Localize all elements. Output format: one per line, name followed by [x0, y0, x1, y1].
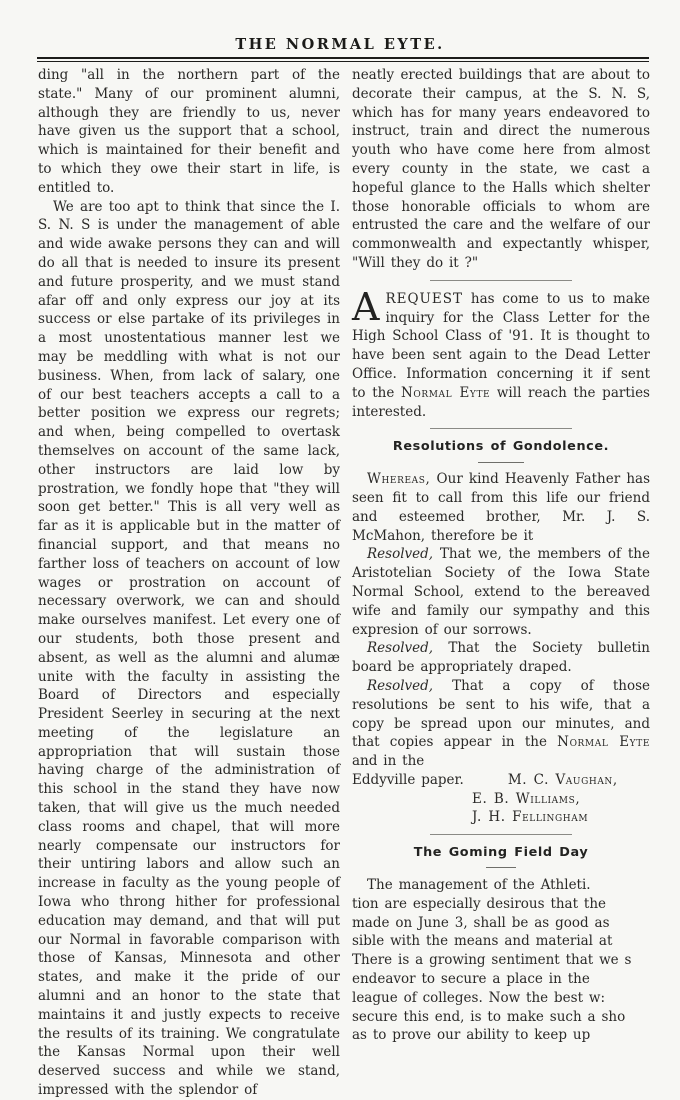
section-divider — [430, 280, 572, 281]
condolence-heading: Resolutions of Gondolence. — [392, 439, 610, 455]
resolved-paragraph-3 — [352, 677, 650, 771]
resolved-body-3-tail: and in the — [352, 753, 425, 770]
field-day-line: secure this end, is to make such a sho — [352, 1008, 626, 1025]
page-title: THE NORMAL EYTE. — [235, 36, 445, 53]
request-lead-word: REQUEST — [385, 290, 464, 307]
closing-line: Eddyville paper. — [352, 771, 464, 788]
field-day-line: made on June 3, shall be as good as — [352, 914, 610, 931]
resolved-paragraph-2 — [352, 639, 650, 677]
request-paragraph — [352, 284, 650, 422]
request-body-tail: will reach the parties interested. — [352, 384, 650, 420]
paper-name-smallcaps: Normal Eyte — [400, 384, 491, 401]
signature-name: E. B. Williams, — [472, 790, 581, 807]
resolved-label: Resolved, — [367, 640, 434, 657]
resolved-body-3: That a copy of those resolutions be sent to his wife, that a copy be spread upon our minutes, and that copies appear in the — [352, 677, 650, 751]
field-day-line: as to prove our ability to keep up — [352, 1027, 591, 1044]
whereas-body: Our kind Heavenly Father has seen fit to call from this life our friend and esteemed brother, Mr. J. S. McMahon, therefore be it — [352, 471, 650, 544]
masthead-double-rule — [37, 57, 649, 62]
closing-and-first-signature — [352, 771, 650, 790]
right-paragraph-continuation: neatly erected buildings that are about to decorate their campus, at the S. N. S, which has for many years endeavored to instruct, train and direct the numerous youth who have come here from almost every county in the state, we cast a hopeful glance to the Halls which shelter those honorable officials to whom are entrusted the care and the welfare of our commonwealth and expectantly whisper, "Will they do it ?" — [352, 67, 650, 271]
whereas-paragraph — [352, 470, 650, 545]
whereas-label: Whereas, — [367, 471, 431, 488]
field-day-line: sible with the means and material at — [352, 933, 613, 950]
drop-cap-letter: A — [352, 284, 380, 329]
resolved-label: Resolved, — [367, 677, 434, 694]
field-day-paragraph — [352, 876, 650, 1045]
signature-name: M. C. Vaughan, — [507, 771, 618, 788]
left-paragraph-editorial: We are too apt to think that since the I. S. N. S is under the management of able and wide awake persons they can and will do all that is needed to insure its present and future prosperity, and we must stand afar off and only express our joy at its success or else partake of its privileges in a most unostentatious manner lest we may be meddling with what is not our business. When, from lack of salary, one of our best teachers accepts a call to a better position we express our regrets; and when, being compelled to overtask themselves on account of the same lack, other instructors are laid low by prostration, we fondly hope that "they will soon get better." This is all very well as far as it is applicable but in the matter of financial support, and that means no farther loss of teachers on account of low wages or prostration on account of necessary overwork, we can and should make ourselves manifest. Let every one of our students, both those present and absent, as well as the alumni and alumæ unite with the faculty in assisting the Board of Directors and especially President Seerley in securing at the next meeting of the legislature an appropriation that will sustain those having charge of the administration of this school in the stand they have now taken, that will give us the much needed class rooms and chapel, that will more nearly compensate our instructors for their untiring labors and allow such an increase in faculty as the young people of Iowa who throng hither for professional education may demand, and that will put our Normal in favorable comparison with those of Kansas, Minnesota and other states, and make it the pride of our alumni and an honor to the state that maintains it and justly expects to receive the results of its training. We congratulate the Kansas Normal upon their well deserved success and while we stand, impressed with the splendor of — [38, 198, 340, 1099]
resolved-label: Resolved, — [367, 546, 434, 563]
field-day-line: There is a growing sentiment that we s — [352, 952, 632, 969]
heading-underline — [478, 462, 524, 463]
field-day-heading: The Goming Field Day — [413, 845, 589, 861]
signature-name: J. H. Fellingham — [472, 809, 589, 826]
paper-name-smallcaps: Normal Eyte — [557, 734, 650, 751]
heading-underline — [486, 867, 516, 868]
resolved-paragraph-1 — [352, 545, 650, 639]
field-day-line: endeavor to secure a place in the — [352, 971, 590, 988]
request-body: has come to us to make inquiry for the Class Letter for the High School Class of '91. It is thought to have been sent again to the Dead Letter Office. Information concerning it if sent to the — [352, 290, 650, 401]
field-day-line: league of colleges. Now the best w: — [352, 989, 606, 1006]
left-paragraph-continuation: ding "all in the northern part of the state." Many of our prominent alumni, although they are friendly to us, never have given us the support that a school, which is maintained for their benefit and to which they owe their start in life, is entitled to. — [38, 67, 340, 196]
section-divider — [430, 428, 572, 429]
field-day-line: tion are especially desirous that the — [352, 895, 607, 912]
left-column — [38, 66, 340, 1100]
section-divider — [430, 834, 572, 835]
resolved-body-1: That we, the members of the Aristotelian Society of the Iowa State Normal School, extend to the bereaved wife and family our sympathy and this expresion of our sorrows. — [352, 546, 650, 638]
right-column — [352, 66, 650, 1045]
resolved-body-2: That the Society bulletin board be appropriately draped. — [352, 640, 650, 676]
field-day-line: The management of the Athleti. — [367, 877, 591, 894]
